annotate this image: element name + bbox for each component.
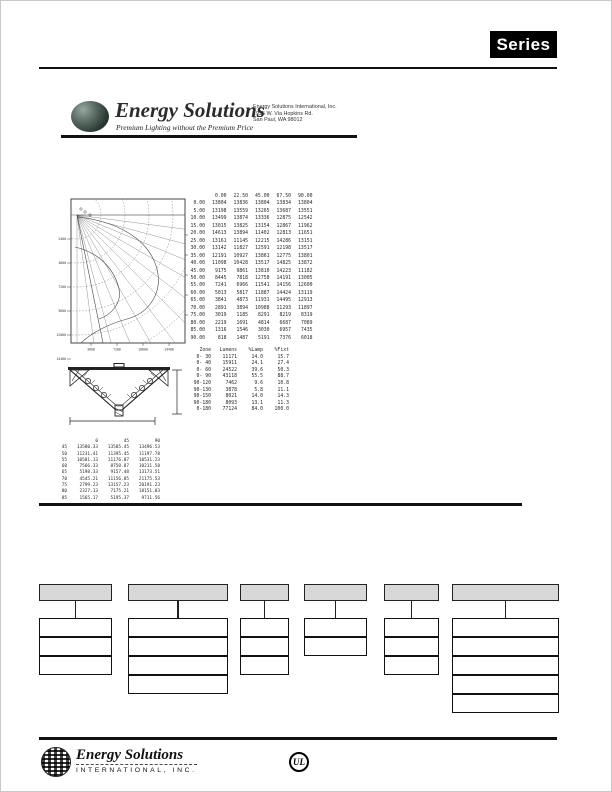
table-row: 20.00 14613 13894 11402 12813 11651 (190, 231, 313, 237)
footer-brand-subname: INTERNATIONAL, INC. (76, 764, 197, 774)
table-row: 5.00 13198 13559 13265 13687 13551 (193, 208, 313, 214)
candela-distribution-table: 0.00 22.50 45.00 67.50 90.00 0.00 13804 13836 13804 13834 13804 5.00 13198 13559 13265 13687 13551 10.00 13499 13874 13336 12875 12542 15.00 13015 13825 13154 12867 11962 20.00 14613 13894 11402 12813 11651 25.00 13161 11145 12215 14286 13151 30.00 13142 11827 12591 12198 13517 35.00 12191 10927 13861 12775 13801 40.00 11098 10428 13517 14825 13872 45.00 9175 9861 13810 14223 11182 50.00 8445 7818 12758 14191 13005 55.00 7241 6966 11541 14156 12600 60.00 5013 5817 11887 14424 13119 65.00 3841 4873 11931 14495 12913 70.00 2891 3894 10988 11293 11897 75.00 3019 1185 8291 8219 8319 80.00 2219 1691 4814 6687 7089 85.00 1316 1546 3030 6957 7435 90.00 818 1487 5191 7376 6018 (187, 193, 313, 342)
table-row: 50 11231.41 11395.45 11197.78 (61, 451, 160, 457)
svg-text:7200: 7200 (113, 347, 121, 352)
svg-text:4800: 4800 (58, 261, 66, 266)
svg-text:14400: 14400 (164, 347, 174, 352)
table-row: 55.00 7241 6966 11541 14156 12600 (190, 283, 313, 289)
address-line-2: 1935 W. Via Hopkins Rd. (253, 110, 313, 117)
table-row: 10.00 13499 13874 13336 12875 12542 (190, 216, 313, 222)
ordering-cell (40, 657, 111, 674)
ordering-cell (129, 619, 227, 638)
table-row: 35.00 12191 10927 13861 12775 13801 (190, 253, 313, 259)
ordering-group-3 (240, 584, 289, 675)
table-row: 0- 40 15911 24.1 27.4 (196, 361, 289, 367)
table-row: 85 1565.17 5195.37 9711.56 (61, 495, 160, 501)
svg-text:10800: 10800 (138, 347, 148, 352)
table-row: 90-180 8093 13.1 11.3 (193, 400, 289, 406)
table-row: 70.00 2891 3894 10988 11293 11897 (190, 305, 313, 311)
ordering-group-2 (128, 584, 228, 694)
table-row: 65.00 3841 4873 11931 14495 12913 (190, 298, 313, 304)
table-row: 85.00 1316 1546 3030 6957 7435 (190, 328, 313, 334)
svg-text:7200: 7200 (58, 285, 66, 290)
ordering-group-4-header (304, 584, 367, 601)
brand-name: Energy Solutions (115, 98, 265, 122)
ordering-group-5-options (384, 618, 439, 675)
ordering-cell (305, 638, 366, 655)
table-row: 0.00 13804 13836 13804 13834 13804 (193, 201, 313, 207)
ordering-cell (385, 657, 438, 674)
ordering-cell (129, 676, 227, 693)
ordering-group-4-options (304, 618, 367, 656)
ordering-group-6 (452, 584, 559, 713)
ordering-cell (241, 619, 288, 638)
ordering-cell (385, 619, 438, 638)
table-row: 70 4545.21 11156.85 21175.53 (61, 476, 160, 482)
ordering-cell (40, 619, 111, 638)
table-row: 50.00 8445 7818 12758 14191 13005 (190, 275, 313, 281)
table-row: 75.00 3019 1185 8291 8219 8319 (190, 313, 313, 319)
ordering-cell (241, 638, 288, 657)
ordering-group-2-options (128, 618, 228, 694)
table-row: 0- 60 24522 39.6 50.3 (196, 367, 289, 373)
ordering-group-1 (39, 584, 112, 675)
series-title: Series (496, 34, 551, 54)
ordering-group-5-header (384, 584, 439, 601)
globe-logo-icon (71, 101, 109, 132)
table-row: 60.00 5013 5817 11887 14424 13119 (190, 290, 313, 296)
ordering-cell (385, 638, 438, 657)
svg-text:2400: 2400 (58, 237, 66, 242)
fixture-latch (114, 364, 124, 368)
lamp-symbols (85, 378, 152, 397)
connector-line (335, 601, 337, 618)
ordering-group-4 (304, 584, 367, 656)
ordering-cell (129, 638, 227, 657)
table-row: 40.00 11098 10428 13517 14825 13872 (190, 261, 313, 267)
polar-candela-chart (56, 195, 187, 362)
ordering-cell (40, 638, 111, 657)
table-row: 60 7566.33 8750.87 10211.58 (61, 464, 160, 470)
ordering-group-6-options (452, 618, 559, 713)
mid-rule (39, 503, 522, 506)
address-line-3: San Paul, WA 98012 (253, 117, 303, 124)
connector-line (75, 601, 77, 618)
table-row: 75 2799.23 13157.23 20191.23 (61, 483, 160, 489)
table-row: 30.00 13142 11827 12591 12198 13517 (190, 246, 313, 252)
ordering-cell (305, 619, 366, 638)
svg-text:3600: 3600 (87, 347, 95, 352)
table-row: 90-120 7462 9.6 10.8 (193, 380, 289, 386)
ordering-cell (453, 695, 558, 712)
table-row: 25.00 13161 11145 12215 14286 13151 (190, 238, 313, 244)
table-row: 0-180 77124 84.0 100.0 (196, 407, 289, 413)
connector-line (264, 601, 266, 618)
luminaire-cross-section-drawing (55, 357, 187, 431)
connector-line (505, 601, 507, 618)
ordering-group-6-header (452, 584, 559, 601)
connector-line (411, 601, 413, 618)
table-row: 55 10581.13 11176.87 10531.23 (61, 457, 160, 463)
svg-text:9600: 9600 (58, 309, 66, 314)
table-row: 65 5198.33 9157.48 13173.51 (61, 470, 160, 476)
brand-rule (61, 135, 357, 138)
ul-label: UL (293, 757, 305, 767)
ordering-cell (453, 619, 558, 638)
address-line-1: Energy Solutions International, Inc. (253, 104, 337, 110)
ordering-group-1-header (39, 584, 112, 601)
ordering-cell (129, 657, 227, 676)
table-row: 0- 30 11171 14.0 15.7 (196, 354, 289, 360)
svg-text:12000: 12000 (56, 333, 66, 338)
table-row: 90-150 8021 14.0 14.3 (193, 394, 289, 400)
company-address (253, 104, 337, 124)
table-row: 80.00 2219 1691 4814 6687 7089 (190, 320, 313, 326)
connector-line (177, 601, 179, 618)
ordering-cell (453, 657, 558, 676)
ordering-group-2-header (128, 584, 228, 601)
zonal-lumen-summary-table: Zone Lumens %Lamp %Fixt 0- 30 11171 14.0 15.7 0- 40 15911 24.1 27.4 0- 60 24522 39.6 50.3 0- 90 43118 55.5 88.7 90-120 7462 9.6 10.8 90-130 3878 5.8 11.1 90-150 8021 14.0 14.3 90-180 8093 13.1 11.3 0-180 77124 84.0 100.0 (187, 348, 289, 414)
header-rule (39, 67, 557, 69)
ordering-group-3-header (240, 584, 289, 601)
ordering-cell (241, 657, 288, 674)
svg-text:14400: 14400 (56, 357, 66, 362)
ordering-cell (453, 638, 558, 657)
table-row: 45 13580.33 13585.45 13496.53 (61, 445, 160, 451)
globe-grid-icon (41, 747, 71, 777)
table-row: 90-130 3878 5.8 11.1 (193, 387, 289, 393)
ul-listed-icon (289, 752, 309, 772)
ordering-group-3-options (240, 618, 289, 675)
table-row: 45.00 9175 9861 13810 14223 11182 (190, 268, 313, 274)
ordering-cell (453, 676, 558, 695)
luminance-summary-table: 0 45 90 45 13580.33 13585.45 13496.53 50 11231.41 11395.45 11197.78 55 10581.13 11176.87 10531.23 60 7566.33 8750.87 10211.58 65 5198.33 9157.48 13173.51 70 4545.21 11156.85 21175.53 75 2799.23 13157.23 20191.23 80 2327.13 7175.21 18151.83 85 1565.17 5195.37 9711.56 (55, 439, 160, 502)
footer-brand-name: Energy Solutions (76, 747, 184, 763)
footer-logo (41, 747, 197, 777)
table-row: 80 2327.13 7175.21 18151.83 (61, 489, 160, 495)
footer-rule (39, 737, 557, 740)
table-row: 90.00 818 1487 5191 7376 6018 (190, 335, 313, 341)
table-row: 0- 90 43118 55.5 88.7 (196, 374, 289, 380)
ordering-group-1-options (39, 618, 112, 675)
dimension-lines (70, 370, 182, 425)
table-row: 15.00 13015 13825 13154 12867 11962 (190, 223, 313, 229)
ordering-group-5 (384, 584, 439, 675)
series-title-box (490, 31, 557, 58)
brand-tagline: Premium Lighting without the Premium Price (116, 123, 254, 132)
